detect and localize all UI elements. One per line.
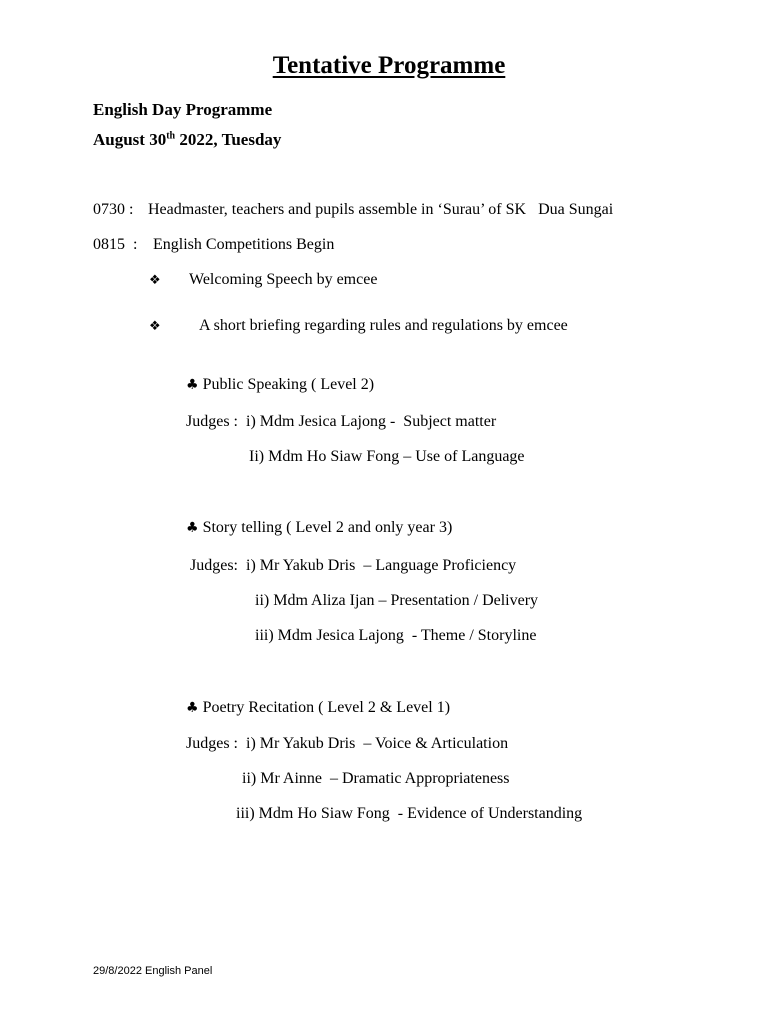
club-icon: ♣ [186,520,199,536]
competition-heading [186,518,452,538]
schedule-time: 0730 : [93,201,134,218]
judge-line: Judges: i) Mr Yakub Dris – Language Proficiency [190,557,517,574]
document-title: Tentative Programme [272,52,506,79]
competition-heading [186,375,374,395]
diamond-bullet-icon: ❖ [149,319,161,334]
judge-line: ii) Mr Ainne – Dramatic Appropriateness [242,770,510,787]
event-date-rest: 2022, Tuesday [175,130,282,149]
bullet-text: A short briefing regarding rules and regulations by emcee [199,317,568,334]
diamond-bullet-icon: ❖ [149,273,161,288]
event-name: English Day Programme [93,100,273,119]
competition-name: Public Speaking ( Level 2) [202,376,375,393]
competition-name: Poetry Recitation ( Level 2 & Level 1) [202,699,451,716]
event-date [93,130,281,150]
club-icon: ♣ [186,700,199,716]
judge-line: Ii) Mdm Ho Siaw Fong – Use of Language [249,448,525,465]
judge-line: iii) Mdm Jesica Lajong - Theme / Storyline [255,627,537,644]
bullet-text: Welcoming Speech by emcee [189,271,378,288]
footer-text: 29/8/2022 English Panel [93,965,213,977]
competition-name: Story telling ( Level 2 and only year 3) [202,519,453,536]
event-date-ordinal: th [166,130,176,142]
schedule-time: 0815 : [93,236,138,253]
club-icon: ♣ [186,377,199,393]
judge-line: ii) Mdm Aliza Ijan – Presentation / Delivery [255,592,539,609]
judge-line: iii) Mdm Ho Siaw Fong - Evidence of Understanding [236,805,583,822]
schedule-text: Headmaster, teachers and pupils assemble in ‘Surau’ of SK Dua Sungai [148,201,614,218]
judge-line: Judges : i) Mdm Jesica Lajong - Subject matter [186,413,497,430]
competition-heading [186,698,450,718]
judge-line: Judges : i) Mr Yakub Dris – Voice & Articulation [186,735,509,752]
schedule-text: English Competitions Begin [153,236,335,253]
event-date-prefix: August 30 [93,130,167,149]
